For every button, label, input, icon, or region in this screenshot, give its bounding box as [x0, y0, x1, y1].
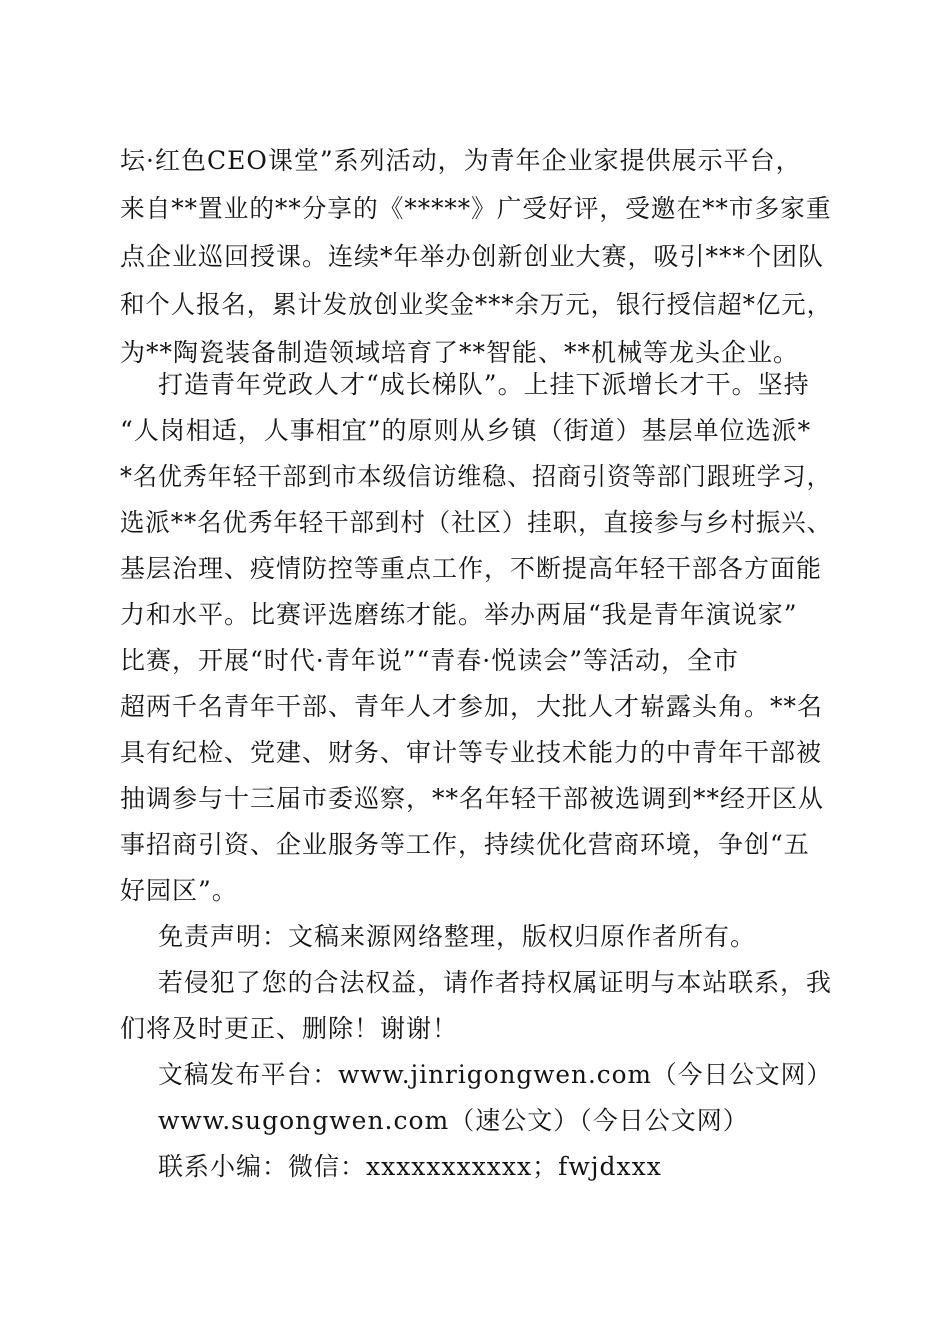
- text-line: 超两千名青年干部、青年人才参加，大批人才崭露头角。**名: [120, 692, 824, 721]
- text-line: 事招商引资、企业服务等工作，持续优化营商环境，争创“五: [120, 830, 810, 859]
- text-line: “人岗相适，人事相宜”的原则从乡镇（街道）基层单位选派*: [120, 416, 812, 445]
- infringement-notice: 们将及时更正、删除！谢谢！: [120, 1014, 459, 1043]
- text-line: 打造青年党政人才“成长梯队”。上挂下派增长才干。坚持: [158, 370, 810, 399]
- text-line: *名优秀年轻干部到市本级信访维稳、招商引资等部门跟班学习，: [120, 462, 832, 491]
- disclaimer-line: 免责声明：文稿来源网络整理，版权归原作者所有。: [158, 922, 757, 951]
- text-line: 力和水平。比赛评选磨练才能。举办两届“我是青年演说家”: [120, 600, 798, 629]
- publish-platform-line: 文稿发布平台：www.jinrigongwen.com（今日公文网）: [158, 1060, 833, 1089]
- infringement-notice: 若侵犯了您的合法权益，请作者持权属证明与本站联系，我: [158, 968, 832, 997]
- text-line: 为**陶瓷装备制造领域培育了**智能、**机械等龙头企业。: [120, 338, 800, 367]
- text-line: 具有纪检、党建、财务、审计等专业技术能力的中青年干部被: [120, 738, 823, 767]
- text-line: 点企业巡回授课。连续*年举办创新创业大赛，吸引***个团队: [120, 242, 825, 271]
- text-line: 基层治理、疫情防控等重点工作，不断提高年轻干部各方面能: [120, 554, 823, 583]
- text-line: 来自**置业的**分享的《*****》广受好评，受邀在**市多家重: [120, 194, 832, 223]
- text-line: 抽调参与十三届市委巡察，**名年轻干部被选调到**经开区从: [120, 784, 825, 813]
- text-line: 好园区”。: [120, 876, 238, 905]
- text-line: 坛·红色CEO课堂”系列活动，为青年企业家提供展示平台，: [120, 146, 802, 175]
- alt-site-line: www.sugongwen.com（速公文）（今日公文网）: [158, 1106, 749, 1135]
- text-line: 选派**名优秀年轻干部到村（社区）挂职，直接参与乡村振兴、: [120, 508, 833, 537]
- contact-line: 联系小编：微信：xxxxxxxxxxx；fwjdxxx: [158, 1152, 662, 1181]
- text-line: 比赛，开展“时代·青年说”“青春·悦读会”等活动，全市: [120, 646, 740, 675]
- text-line: 和个人报名，累计发放创业奖金***余万元，银行授信超*亿元，: [120, 290, 832, 319]
